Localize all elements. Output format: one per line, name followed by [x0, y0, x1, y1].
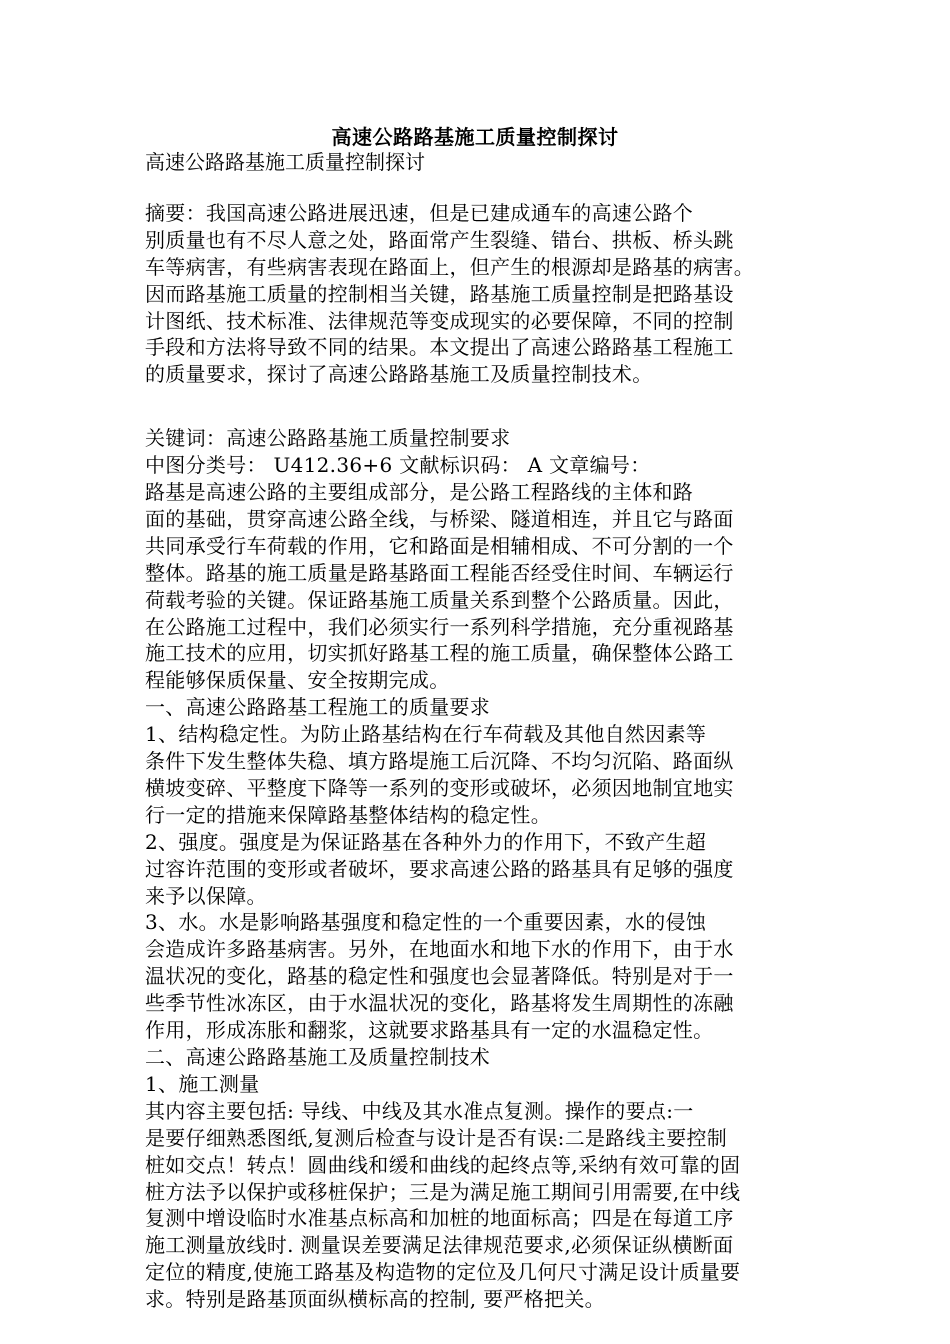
body-line: 过容许范围的变形或者破坏，要求高速公路的路基具有足够的强度 — [145, 857, 734, 881]
body-line: 摘要：我国高速公路进展迅速，但是已建成通车的高速公路个 — [145, 201, 694, 225]
body-line: 行一定的措施来保障路基整体结构的稳定性。 — [145, 803, 551, 827]
body-line: 复测中增设临时水准基点标高和加桩的地面标高；四是在每道工序 — [145, 1206, 734, 1230]
body-line: 别质量也有不尽人意之处，路面常产生裂缝、错台、拱板、桥头跳 — [145, 228, 734, 252]
body-line: 二、高速公路路基施工及质量控制技术 — [145, 1045, 491, 1069]
body-line: 手段和方法将导致不同的结果。本文提出了高速公路路基工程施工 — [145, 335, 734, 359]
body-line: 一、高速公路路基工程施工的质量要求 — [145, 695, 491, 719]
body-line: 中图分类号： U412.36+6 文献标识码： A 文章编号： — [145, 453, 651, 477]
body-line: 因而路基施工质量的控制相当关键，路基施工质量控制是把路基设 — [145, 282, 734, 306]
body-line: 定位的精度,使施工路基及构造物的定位及几何尺寸满足设计质量要 — [145, 1260, 741, 1284]
body-line: 桩方法予以保护或移桩保护；三是为满足施工期间引用需要,在中线 — [145, 1180, 741, 1204]
body-line: 的质量要求，探讨了高速公路路基施工及质量控制技术。 — [145, 362, 653, 386]
body-line: 条件下发生整体失稳、填方路堤施工后沉降、不均匀沉陷、路面纵 — [145, 749, 734, 773]
body-line: 2、强度。强度是为保证路基在各种外力的作用下，不致产生超 — [145, 830, 707, 854]
body-line: 1、结构稳定性。为防止路基结构在行车荷载及其他自然因素等 — [145, 722, 707, 746]
body-line: 计图纸、技术标准、法律规范等变成现实的必要保障，不同的控制 — [145, 309, 734, 333]
body-line: 1、施工测量 — [145, 1072, 260, 1096]
body-line: 车等病害，有些病害表现在路面上，但产生的根源却是路基的病害。 — [145, 255, 754, 279]
body-line: 在公路施工过程中，我们必须实行一系列科学措施，充分重视路基 — [145, 615, 734, 639]
body-line: 荷载考验的关键。保证路基施工质量关系到整个公路质量。因此， — [145, 588, 734, 612]
body-line: 作用，形成冻胀和翻浆，这就要求路基具有一定的水温稳定性。 — [145, 1018, 714, 1042]
body-line: 温状况的变化，路基的稳定性和强度也会显著降低。特别是对于一 — [145, 964, 734, 988]
body-line: 横坡变碎、平整度下降等一系列的变形或破坏，必须因地制宜地实 — [145, 776, 734, 800]
body-line: 施工测量放线时. 测量误差要满足法律规范要求,必须保证纵横断面 — [145, 1233, 734, 1257]
body-line: 施工技术的应用，切实抓好路基工程的施工质量，确保整体公路工 — [145, 641, 734, 665]
body-line: 会造成许多路基病害。另外，在地面水和地下水的作用下，由于水 — [145, 937, 734, 961]
body-line: 共同承受行车荷载的作用，它和路面是相辅相成、不可分割的一个 — [145, 534, 734, 558]
body-line: 来予以保障。 — [145, 884, 267, 908]
document-title: 高速公路路基施工质量控制探讨 — [331, 125, 619, 149]
body-line: 整体。路基的施工质量是路基路面工程能否经受住时间、车辆运行 — [145, 561, 734, 585]
body-line: 些季节性冰冻区，由于水温状况的变化，路基将发生周期性的冻融 — [145, 991, 734, 1015]
body-line: 求。特别是路基顶面纵横标高的控制, 要严格把关。 — [145, 1287, 605, 1311]
document-subtitle: 高速公路路基施工质量控制探讨 — [145, 150, 425, 174]
body-line: 关键词：高速公路路基施工质量控制要求 — [145, 426, 511, 450]
body-line: 3、水。水是影响路基强度和稳定性的一个重要因素，水的侵蚀 — [145, 910, 707, 934]
body-line: 其内容主要包括: 导线、中线及其水准点复测。操作的要点:一 — [145, 1099, 694, 1123]
body-line: 是要仔细熟悉图纸,复测后检查与设计是否有误:二是路线主要控制 — [145, 1126, 728, 1150]
body-line: 程能够保质保量、安全按期完成。 — [145, 668, 450, 692]
body-line: 桩如交点！转点！圆曲线和缓和曲线的起终点等,采纳有效可靠的固 — [145, 1153, 741, 1177]
body-line: 路基是高速公路的主要组成部分，是公路工程路线的主体和路 — [145, 480, 694, 504]
body-line: 面的基础，贯穿高速公路全线，与桥梁、隧道相连，并且它与路面 — [145, 507, 734, 531]
